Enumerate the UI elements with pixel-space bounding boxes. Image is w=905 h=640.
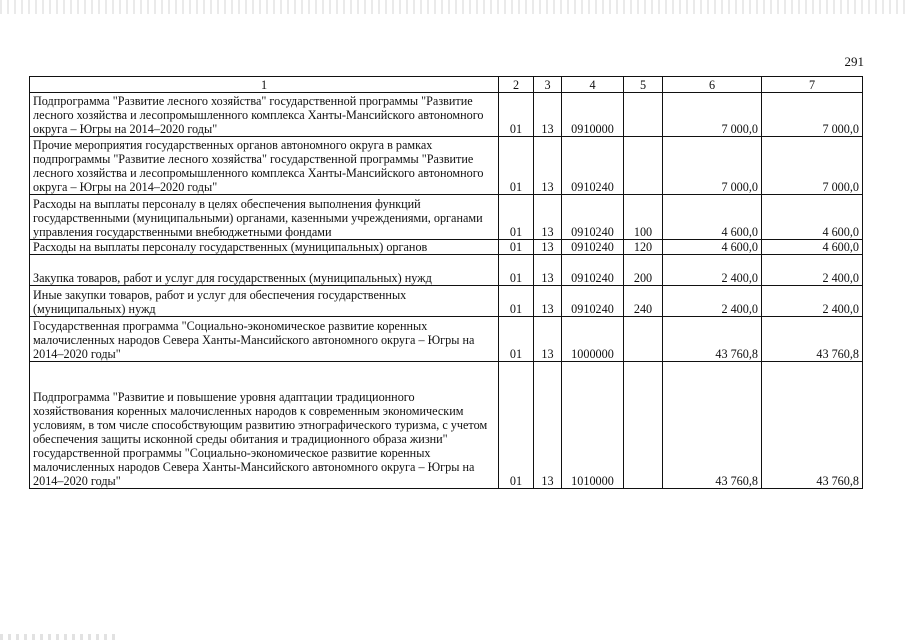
row-target-article: 0910240 — [562, 286, 624, 317]
header-col-6: 6 — [663, 77, 762, 93]
header-col-5: 5 — [624, 77, 663, 93]
table-row — [30, 317, 863, 362]
row-expense-type — [624, 317, 663, 362]
table-row — [30, 240, 863, 255]
row-expense-type: 120 — [624, 240, 663, 255]
header-col-7: 7 — [762, 77, 863, 93]
row-expense-type: 200 — [624, 255, 663, 286]
table-row — [30, 93, 863, 137]
scan-noise-bottom — [0, 634, 120, 640]
row-amount-2: 43 760,8 — [762, 317, 863, 362]
row-target-article: 0910240 — [562, 137, 624, 195]
scan-noise-top — [0, 0, 905, 14]
row-expense-type: 100 — [624, 195, 663, 240]
row-amount-2: 7 000,0 — [762, 137, 863, 195]
row-amount-2: 4 600,0 — [762, 240, 863, 255]
row-section: 01 — [499, 240, 534, 255]
row-amount-1: 43 760,8 — [663, 317, 762, 362]
row-section: 01 — [499, 93, 534, 137]
row-expense-type — [624, 93, 663, 137]
table-row — [30, 137, 863, 195]
row-amount-1: 43 760,8 — [663, 362, 762, 489]
row-expense-type — [624, 362, 663, 489]
row-amount-2: 4 600,0 — [762, 195, 863, 240]
row-name: Иные закупки товаров, работ и услуг для обеспечения государственных (муниципальных) нужд — [30, 286, 499, 317]
row-section: 01 — [499, 317, 534, 362]
row-section: 01 — [499, 255, 534, 286]
table-row — [30, 195, 863, 240]
row-section: 01 — [499, 286, 534, 317]
row-section: 01 — [499, 137, 534, 195]
row-name: Подпрограмма "Развитие и повышение уровня адаптации традиционного хозяйствования коренных малочисленных народов к современным экономическим условиям, в том числе способствующим развитию этнографического туризма, с учетом обеспечения защиты исконной среды обитания и традиционного образа жизни" государственной программы "Социально-экономическое развитие коренных малочисленных народов Севера Ханты-Мансийского автономного округа – Югры на 2014–2020 годы" — [30, 362, 499, 489]
row-amount-1: 7 000,0 — [663, 93, 762, 137]
row-amount-1: 4 600,0 — [663, 240, 762, 255]
row-target-article: 0910240 — [562, 255, 624, 286]
budget-table — [29, 76, 863, 489]
row-name: Закупка товаров, работ и услуг для государственных (муниципальных) нужд — [30, 255, 499, 286]
row-amount-1: 4 600,0 — [663, 195, 762, 240]
row-target-article: 0910240 — [562, 195, 624, 240]
row-section: 01 — [499, 195, 534, 240]
row-section: 01 — [499, 362, 534, 489]
header-col-1: 1 — [30, 77, 499, 93]
row-expense-type: 240 — [624, 286, 663, 317]
row-name: Государственная программа "Социально-экономическое развитие коренных малочисленных народов Севера Ханты-Мансийского автономного округа – Югры на 2014–2020 годы" — [30, 317, 499, 362]
row-amount-2: 7 000,0 — [762, 93, 863, 137]
row-target-article: 0910240 — [562, 240, 624, 255]
row-target-article: 1010000 — [562, 362, 624, 489]
row-subsection: 13 — [534, 137, 562, 195]
table-row — [30, 286, 863, 317]
row-amount-2: 43 760,8 — [762, 362, 863, 489]
row-name: Прочие мероприятия государственных органов автономного округа в рамках подпрограммы "Развитие лесного хозяйства" государственной программы "Развитие лесного хозяйства и лесопромышленного комплекса Ханты-Мансийского автономного округа – Югры на 2014–2020 годы" — [30, 137, 499, 195]
row-name: Расходы на выплаты персоналу государственных (муниципальных) органов — [30, 240, 499, 255]
table-row — [30, 255, 863, 286]
header-col-3: 3 — [534, 77, 562, 93]
row-amount-2: 2 400,0 — [762, 286, 863, 317]
row-subsection: 13 — [534, 286, 562, 317]
header-col-4: 4 — [562, 77, 624, 93]
header-col-2: 2 — [499, 77, 534, 93]
row-subsection: 13 — [534, 362, 562, 489]
row-subsection: 13 — [534, 255, 562, 286]
row-subsection: 13 — [534, 195, 562, 240]
row-name: Расходы на выплаты персоналу в целях обеспечения выполнения функций государственными (муниципальными) органами, казенными учреждениями, органами управления государственными внебюджетными фондами — [30, 195, 499, 240]
page-number: 291 — [844, 54, 864, 69]
row-target-article: 1000000 — [562, 317, 624, 362]
table-row — [30, 362, 863, 489]
row-amount-1: 2 400,0 — [663, 286, 762, 317]
row-amount-1: 7 000,0 — [663, 137, 762, 195]
row-subsection: 13 — [534, 93, 562, 137]
row-name: Подпрограмма "Развитие лесного хозяйства" государственной программы "Развитие лесного хозяйства и лесопромышленного комплекса Ханты-Мансийского автономного округа – Югры на 2014–2020 годы" — [30, 93, 499, 137]
header-row — [30, 77, 863, 93]
row-target-article: 0910000 — [562, 93, 624, 137]
row-amount-2: 2 400,0 — [762, 255, 863, 286]
row-subsection: 13 — [534, 240, 562, 255]
row-amount-1: 2 400,0 — [663, 255, 762, 286]
row-subsection: 13 — [534, 317, 562, 362]
row-expense-type — [624, 137, 663, 195]
